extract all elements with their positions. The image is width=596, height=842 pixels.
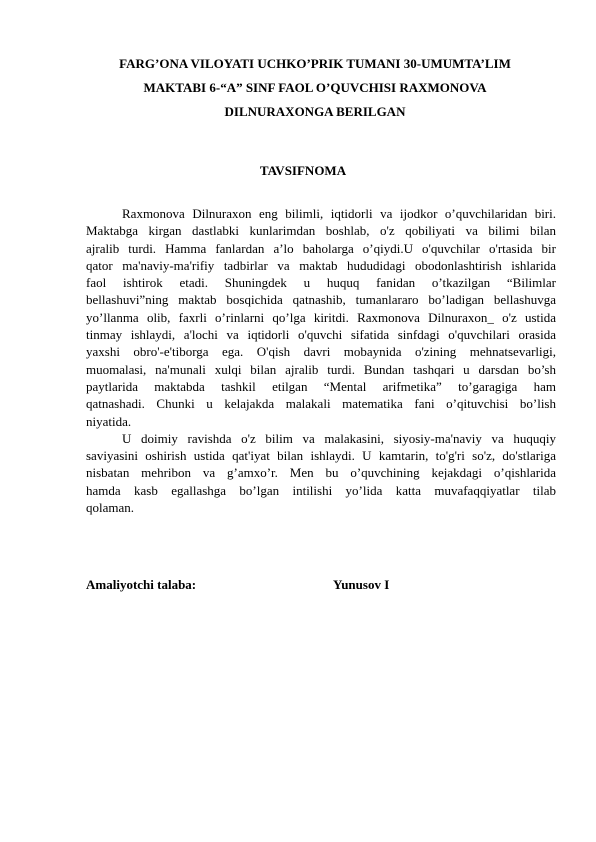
- paragraph-line: qolaman.: [86, 500, 135, 516]
- paragraph-line: yaxshi obro'-e'tiborga ega. O'qish davri mobaynida o'zining mehnatsevarligi,: [86, 344, 556, 360]
- paragraph-line: Raxmonova Dilnuraxon eng bilimli, iqtidorli va ijodkor o’quvchilaridan biri.: [122, 206, 556, 221]
- paragraph-line: hamda kasb egallashga bo’lgan intilishi yo’lida katta muvafaqqiyatlar tilab: [86, 482, 556, 498]
- paragraph-line: niyatida.: [86, 413, 132, 429]
- paragraph-2: [86, 430, 556, 516]
- paragraph-line: yo’llanma olib, faxrli o’rinlarni qo’lga kiritdi. Raxmonova Dilnuraxon_ o'z ustida: [86, 309, 556, 325]
- signature-label: Amaliyotchi talaba:: [86, 577, 197, 592]
- paragraph-line: ajralib turdi. Hamma fanlardan a’lo baholarga o’qiydi.U o'quvchilar o'rtasida bir: [86, 240, 556, 256]
- paragraph-line: qator ma'naviy-ma'rifiy tadbirlar va maktab hududidagi obodonlashtirish ishlarida: [86, 257, 556, 273]
- document-body: [86, 205, 556, 516]
- paragraph-line: saviyasini oshirish ustida qat'iyat bilan ishlaydi. U kamtarin, to'g'ri so'z, do'stlariga: [86, 448, 556, 464]
- paragraph-1: [86, 205, 556, 430]
- paragraph-line: nisbatan mehribon va g’amxo’r. Men bu o’quvchining kejakdagi o’qishlarida: [86, 465, 556, 481]
- paragraph-line: U doimiy ravishda o'z bilim va malakasini, siyosiy-ma'naviy va huquqiy: [122, 430, 556, 446]
- paragraph-line: muomalasi, na'munali xulqi bilan ajralib turdi. Bundan tashqari u darsdan bo’sh: [86, 361, 556, 377]
- paragraph-line: bellashuvi”ning maktab bosqichida qatnashib, tumanlararo bo’ladigan bellashuvga: [86, 292, 556, 308]
- paragraph-line: qatnashadi. Chunki u kelajakda malakali matematika fani o’qituvchisi bo’lish: [86, 396, 556, 412]
- heading-line-3: DILNURAXONGA BERILGAN: [224, 104, 406, 119]
- paragraph-line: faol ishtirok etadi. Shuningdek u huquq fanidan o’tkazilgan “Bilimlar: [86, 275, 556, 291]
- document-heading: [80, 52, 550, 124]
- heading-line-1: FARG’ONA VILOYATI UCHKO’PRIK TUMANI 30-UMUMTA’LIM: [119, 56, 511, 71]
- document-subject: TAVSIFNOMA: [259, 163, 347, 178]
- signature-name: Yunusov I: [333, 577, 390, 592]
- paragraph-line: Maktabga kirgan dastlabki kunlarimdan boshlab, o'z qobiliyati va bilimi bilan: [86, 223, 556, 239]
- paragraph-line: paytlarida maktabda tashkil etilgan “Mental arifmetika” to’garagiga ham: [86, 378, 556, 394]
- paragraph-line: tinmay ishlaydi, a'lochi va iqtidorli o'quvchi sifatida sinfdagi o'quvchilari orasida: [86, 327, 556, 343]
- heading-line-2: MAKTABI 6-“A” SINF FAOL O’QUVCHISI RAXMONOVA: [143, 80, 487, 95]
